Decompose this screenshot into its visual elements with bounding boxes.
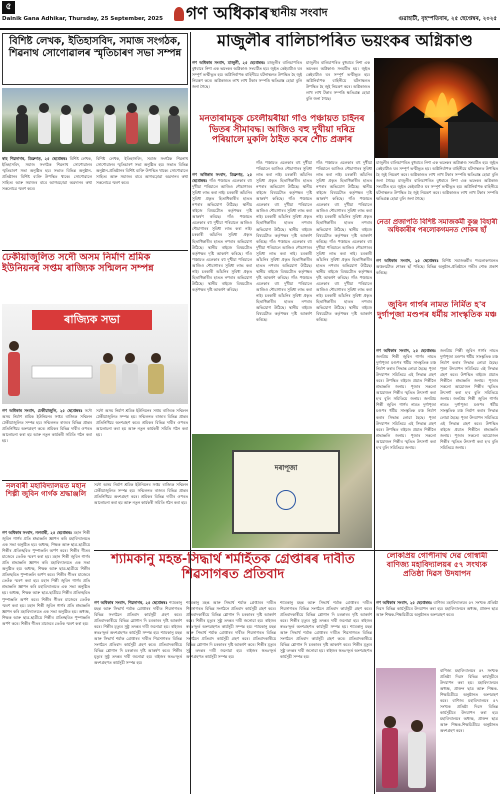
text-toilet-case-2d: গাঁও পঞ্চায়ত এলেকাৰ বহু দুখীয়া পৰিয়ালে আজিও শৌচাগাৰৰ সুবিধা লাভ কৰা নাই। চৰকাৰী আঁচনিৰ সুবিধা প্ৰকৃত হিতাধিকাৰীৰ হাতত নপৰাৰ অভিযোগ উঠিছে। স্থানীয় ৰাইজে বিষয়টোত কৰ্তৃপক্ষৰ দৃষ্টি আকৰ্ষণ কৰিছে। bbox=[256, 274, 312, 323]
text-protest-1: শ্যামকানু মহন্ত আৰু সিদ্ধাৰ্থ শৰ্মাক গ্ৰেপ্তাৰৰ দাবীত শিৱসাগৰত বিভিন্ন সংগঠনে প্ৰতিবাদ কাৰ্যসূচী গ্ৰহণ কৰে। প্ৰতিবাদকাৰীয়ে বিভিন্ন শ্লোগান দি চৰকাৰৰ দৃষ্টি আকৰ্ষণ কৰে। শিল্পীৰ মৃত্যুৰ সুষ্ঠু তদন্তৰ দাবী জনোৱা হয়। ৰাইজৰ স্বতঃস্ফূৰ্ত অংশগ্ৰহণত কাৰ্যসূচী সম্পন্ন হয়। bbox=[94, 600, 182, 636]
headline-doctor-death: নেতা প্ৰজাপতি বিশিষ্ট সমাজকৰ্মী কুঞ্জ বিহাৰী অধিকাৰীৰ পৰলোকগমনত শোকৰ ছাঁ bbox=[376, 218, 498, 235]
text-majuli-fire-cont: মাজুলীৰ বালিচাপৰিত বুধবাৰে নিশা এক ভয়ংকৰ অগ্নিকাণ্ড সংঘটিত হয়। জুইত কেইবাটাও ঘৰ সম্পূৰ্ণ ভস্মীভূত হয়। অগ্নিনিৰ্বাপক বাহিনীয়ে ঘটনাস্থলত উপস্থিত হৈ জুই নিয়ন্ত্ৰণ কৰে। অগ্নিকাণ্ডত লাখ লাখ টকাৰ সম্পত্তি ক্ষতিগ্ৰস্ত হোৱা বুলি জনা গৈছে। bbox=[306, 60, 370, 102]
text-zubeen-pandal-1: জনপ্ৰিয় শিল্পী জুবিন গাৰ্গৰ নামত দুৰ্গাপূজা মণ্ডপৰ ধৰ্মীয় সাংস্কৃতিক মঞ্চ নিৰ্মাণ কৰাৰ সিদ্ধান্ত লোৱা হৈছে। পূজা উদযাপন সমিতিয়ে এই সিদ্ধান্ত গ্ৰহণ কৰে। উপস্থিত ৰাইজে প্ৰয়াত শিল্পীলৈ শ্ৰদ্ধাঞ্জলি জনায়। পূজাৰ সকলো আয়োজন শিল্পীৰ স্মৃতিত উৎসৰ্গা কৰা হ'ব বুলি সমিতিয়ে জনায়। bbox=[376, 354, 436, 402]
headline-gopinath-college: লোকপ্ৰিয় গোপীনাথ দেৱ গোস্বামী বাণিজ্য মহাবিদ্যালয়ৰ ৫৭ সংখ্যক প্ৰতিষ্ঠা দিৱস উদযাপন bbox=[386, 552, 488, 578]
byline-tea-union: গণ অধিকাৰ সংবাদ, ঢেকীয়াজুলি, ২৫ ছেপ্তেম্বৰঃ bbox=[2, 408, 83, 413]
body-toilet-case-1 bbox=[192, 172, 252, 430]
byline-majuli-fire: গণ অধিকাৰ সংবাদ, মাজুলী, ২৫ ছেপ্তেম্বৰঃ bbox=[192, 60, 266, 65]
union-people-figures bbox=[2, 304, 188, 404]
text-fire-right-b: মাজুলীৰ বালিচাপৰিত বুধবাৰে নিশা এক ভয়ংকৰ অগ্নিকাণ্ড সংঘটিত হয়। জুইত কেইবাটাও ঘৰ সম্পূৰ্ণ ভস্মীভূত হয়। অগ্নিনিৰ্বাপক বাহিনীয়ে ঘটনাস্থলত উপস্থিত হৈ জুই নিয়ন্ত্ৰণ কৰে। অগ্নিকাণ্ডত লাখ লাখ টকাৰ সম্পত্তি ক্ষতিগ্ৰস্ত হোৱা বুলি জনা গৈছে। bbox=[376, 178, 498, 202]
body-tribute-small bbox=[2, 530, 90, 792]
headline-majuli-fire: মাজুলীৰ বালিচাপৰিত ভয়ংকৰ অগ্নিকাণ্ড bbox=[217, 32, 473, 50]
text-gopinath-2b: বাণিজ্য মহাবিদ্যালয়ৰ ৫৭ সংখ্যক প্ৰতিষ্ঠা দিৱস বিভিন্ন কাৰ্যসূচীৰে উদযাপন কৰা হয়। মহাবিদ্যালয়ৰ অধ্যক্ষ, প্ৰাক্তন ছাত্ৰ আৰু শিক্ষক-শিক্ষয়িত্ৰীয়ে অনুষ্ঠানত অংশগ্ৰহণ কৰে। bbox=[440, 698, 498, 734]
text-protest-2b: শ্যামকানু মহন্ত আৰু সিদ্ধাৰ্থ শৰ্মাক গ্ৰেপ্তাৰৰ দাবীত শিৱসাগৰত বিভিন্ন সংগঠনে প্ৰতিবাদ কাৰ্যসূচী গ্ৰহণ কৰে। প্ৰতিবাদকাৰীয়ে বিভিন্ন শ্লোগান দি চৰকাৰৰ দৃষ্টি আকৰ্ষণ কৰে। শিল্পীৰ মৃত্যুৰ সুষ্ঠু তদন্তৰ দাবী জনোৱা হয়। ৰাইজৰ স্বতঃস্ফূৰ্ত অংশগ্ৰহণত কাৰ্যসূচী সম্পন্ন হয়। bbox=[186, 624, 276, 660]
text-protest-3b: শ্যামকানু মহন্ত আৰু সিদ্ধাৰ্থ শৰ্মাক গ্ৰেপ্তাৰৰ দাবীত শিৱসাগৰত বিভিন্ন সংগঠনে প্ৰতিবাদ কাৰ্যসূচী গ্ৰহণ কৰে। প্ৰতিবাদকাৰীয়ে বিভিন্ন শ্লোগান দি চৰকাৰৰ দৃষ্টি আকৰ্ষণ কৰে। শিল্পীৰ মৃত্যুৰ সুষ্ঠু তদন্তৰ দাবী জনোৱা হয়। ৰাইজৰ স্বতঃস্ফূৰ্ত অংশগ্ৰহণত কাৰ্যসূচী সম্পন্ন হয়। bbox=[280, 624, 372, 660]
body-toilet-case-3 bbox=[316, 160, 372, 430]
headline-tribute-small: নলবাৰী মহাবিদ্যালয়ত মহান শিল্পী জুবিন গাৰ্গক শ্ৰদ্ধাঞ্জলি bbox=[5, 482, 87, 499]
college-event-figures bbox=[376, 668, 436, 792]
photo-memorial-meeting bbox=[2, 88, 188, 152]
headline-protest-arrest: শ্যামকানু মহন্ত-সিদ্ধাৰ্থ শৰ্মাহঁতক গ্ৰেপ্তাৰৰ দাবীত শিৱসাগৰত প্ৰতিবাদ bbox=[111, 552, 355, 583]
text-tribute-small-b: মহান শিল্পী জুবিন গাৰ্গৰ প্ৰতি শ্ৰদ্ধাঞ্জলি জ্ঞাপন কৰি মহাবিদ্যালয়ত এক সভা অনুষ্ঠিত হয়। অধ্যক্ষ, শিক্ষক আৰু ছাত্ৰ-ছাত্ৰীয়ে শিল্পীৰ প্ৰতিচ্ছবিত পুষ্পাঞ্জলি অৰ্পণ কৰে। শিল্পীৰ গীতৰ মাজেৰে তেওঁক স্মৰণ কৰা হয়। bbox=[2, 554, 90, 584]
text-gopinath-2: বাণিজ্য মহাবিদ্যালয়ৰ ৫৭ সংখ্যক প্ৰতিষ্ঠা দিৱস বিভিন্ন কাৰ্যসূচীৰে উদযাপন কৰা হয়। মহাবিদ্যালয়ৰ অধ্যক্ষ, প্ৰাক্তন ছাত্ৰ আৰু শিক্ষক-শিক্ষয়িত্ৰীয়ে অনুষ্ঠানত অংশগ্ৰহণ কৰে। bbox=[440, 668, 498, 704]
plaque-seal-icon bbox=[276, 490, 296, 510]
body-gopinath-2 bbox=[440, 668, 498, 792]
body-fire-right bbox=[376, 160, 498, 216]
column-rule-2 bbox=[374, 112, 375, 794]
byline-toilet-case: গণ অধিকাৰ সংবাদ, ডিব্ৰুগড়, ২৫ ছেপ্তেম্বৰঃ bbox=[192, 172, 252, 184]
body-tea-union-2 bbox=[96, 408, 188, 478]
plaque-board bbox=[232, 450, 340, 534]
text-tea-union-1: সদৌ অসম নিৰ্মাণ শ্ৰমিক ইউনিয়নৰ সপ্তম ৰাজ্যিক সন্মিলন ঢেকীয়াজুলিত সম্পন্ন হয়। সন্মিলনত ৰাজ্যৰ বিভিন্ন প্ৰান্তৰ প্ৰতিনিধিয়ে অংশগ্ৰহণ কৰে। শ্ৰমিকৰ বিভিন্ন দাবীৰ ওপৰত আলোচনা কৰা হয় আৰু নতুন কাৰ্যকৰী সমিতি গঠন কৰা হয়। bbox=[2, 408, 92, 444]
text-tribute-small-c: মহান শিল্পী জুবিন গাৰ্গৰ প্ৰতি শ্ৰদ্ধাঞ্জলি জ্ঞাপন কৰি মহাবিদ্যালয়ত এক সভা অনুষ্ঠিত হয়। অধ্যক্ষ, শিক্ষক আৰু ছাত্ৰ-ছাত্ৰীয়ে শিল্পীৰ প্ৰতিচ্ছবিত পুষ্পাঞ্জলি অৰ্পণ কৰে। শিল্পীৰ গীতৰ মাজেৰে তেওঁক স্মৰণ কৰা হয়। bbox=[2, 578, 90, 608]
text-toilet-case-3: গাঁও পঞ্চায়ত এলেকাৰ বহু দুখীয়া পৰিয়ালে আজিও শৌচাগাৰৰ সুবিধা লাভ কৰা নাই। চৰকাৰী আঁচনিৰ সুবিধা প্ৰকৃত হিতাধিকাৰীৰ হাতত নপৰাৰ অভিযোগ উঠিছে। স্থানীয় ৰাইজে বিষয়টোত কৰ্তৃপক্ষৰ দৃষ্টি আকৰ্ষণ কৰিছে। bbox=[316, 160, 372, 202]
photo-fire bbox=[374, 58, 498, 158]
page-header bbox=[0, 0, 500, 30]
text-writer-memorial-cont: বিশিষ্ট লেখক, ইতিহাসবিদ, সমাজ সংগঠক শিৱনাথ সোণোৱালৰ স্মৃতিচাৰণ সভা অনুষ্ঠিত হয়। সভাত বিভিন্ন অনুষ্ঠান-প্ৰতিষ্ঠানৰ বিশিষ্ট ব্যক্তি উপস্থিত থাকে। সোণোৱালে সাহিত্য আৰু সমাজৰ বাবে আগবঢ়োৱা অৱদানৰ কথা সকলোৱে স্মৰণ কৰে। bbox=[96, 156, 188, 186]
byline-doctor-death: গণ অধিকাৰ সংবাদ, ২৫ ছেপ্তেম্বৰঃ bbox=[376, 258, 439, 263]
photo-college-event bbox=[376, 668, 436, 792]
headline-writer-memorial: বিশিষ্ট লেখক, ইতিহাসবিদ, সমাজ সংগঠক, শিৱনাথ সোণোৱালৰ স্মৃতিচাৰণ সভা সম্পন্ন bbox=[2, 33, 188, 85]
body-gopinath-1 bbox=[376, 600, 498, 664]
headline-toilet-case: মনতাৰামচুক চেংলীয়ৰীয়া গাঁও পঞ্চায়ত চাইনৰ ভিতৰ সীমাবদ্ধ। আজিও বহু দুখীয়া দৰিদ্ৰ পৰিয়ালে মুকলি ঠাইত কৰে শৌচ প্ৰক্ৰাৰ bbox=[199, 114, 365, 146]
masthead-title: গণ অধিকাৰ bbox=[186, 4, 269, 24]
text-fire-right: মাজুলীৰ বালিচাপৰিত বুধবাৰে নিশা এক ভয়ংকৰ অগ্নিকাণ্ড সংঘটিত হয়। জুইত কেইবাটাও ঘৰ সম্পূৰ্ণ ভস্মীভূত হয়। অগ্নিনিৰ্বাপক বাহিনীয়ে ঘটনাস্থলত উপস্থিত হৈ জুই নিয়ন্ত্ৰণ কৰে। অগ্নিকাণ্ডত লাখ লাখ টকাৰ সম্পত্তি ক্ষতিগ্ৰস্ত হোৱা বুলি জনা গৈছে। bbox=[376, 160, 498, 184]
text-protest-1b: শ্যামকানু মহন্ত আৰু সিদ্ধাৰ্থ শৰ্মাক গ্ৰেপ্তাৰৰ দাবীত শিৱসাগৰত বিভিন্ন সংগঠনে প্ৰতিবাদ কাৰ্যসূচী গ্ৰহণ কৰে। প্ৰতিবাদকাৰীয়ে বিভিন্ন শ্লোগান দি চৰকাৰৰ দৃষ্টি আকৰ্ষণ কৰে। শিল্পীৰ মৃত্যুৰ সুষ্ঠু তদন্তৰ দাবী জনোৱা হয়। ৰাইজৰ স্বতঃস্ফূৰ্ত অংশগ্ৰহণত কাৰ্যসূচী সম্পন্ন হয়। bbox=[94, 630, 182, 666]
masthead bbox=[172, 1, 269, 29]
text-tribute-small: মহান শিল্পী জুবিন গাৰ্গৰ প্ৰতি শ্ৰদ্ধাঞ্জলি জ্ঞাপন কৰি মহাবিদ্যালয়ত এক সভা অনুষ্ঠিত হয়। অধ্যক্ষ, শিক্ষক আৰু ছাত্ৰ-ছাত্ৰীয়ে শিল্পীৰ প্ৰতিচ্ছবিত পুষ্পাঞ্জলি অৰ্পণ কৰে। শিল্পীৰ গীতৰ মাজেৰে তেওঁক স্মৰণ কৰা হয়। bbox=[2, 530, 90, 560]
body-writer-memorial-cont bbox=[96, 156, 188, 248]
section-rule-low bbox=[2, 480, 188, 481]
text-toilet-case-2b: গাঁও পঞ্চায়ত এলেকাৰ বহু দুখীয়া পৰিয়ালে আজিও শৌচাগাৰৰ সুবিধা লাভ কৰা নাই। চৰকাৰী আঁচনিৰ সুবিধা প্ৰকৃত হিতাধিকাৰীৰ হাতত নপৰাৰ অভিযোগ উঠিছে। স্থানীয় ৰাইজে বিষয়টোত কৰ্তৃপক্ষৰ দৃষ্টি আকৰ্ষণ কৰিছে। bbox=[256, 196, 312, 244]
column-rule-1 bbox=[190, 32, 191, 794]
byline-zubeen-pandal: গণ অধিকাৰ সংবাদ, ২৫ ছেপ্তেম্বৰঃ bbox=[376, 348, 436, 353]
photo-union-conference bbox=[2, 304, 188, 404]
plaque-title: দৰাপূজা bbox=[274, 464, 298, 472]
byline-protest-arrest: গণ অধিকাৰ সংবাদ, শিৱসাগৰ, ২৫ ছেপ্তেম্বৰঃ bbox=[94, 600, 168, 605]
text-toilet-case-3d: গাঁও পঞ্চায়ত এলেকাৰ বহু দুখীয়া পৰিয়ালে আজিও শৌচাগাৰৰ সুবিধা লাভ কৰা নাই। চৰকাৰী আঁচনিৰ সুবিধা প্ৰকৃত হিতাধিকাৰীৰ হাতত নপৰাৰ অভিযোগ উঠিছে। স্থানীয় ৰাইজে বিষয়টোত কৰ্তৃপক্ষৰ দৃষ্টি আকৰ্ষণ কৰিছে। bbox=[316, 274, 372, 323]
text-zubeen-pandal-2: জনপ্ৰিয় শিল্পী জুবিন গাৰ্গৰ নামত দুৰ্গাপূজা মণ্ডপৰ ধৰ্মীয় সাংস্কৃতিক মঞ্চ নিৰ্মাণ কৰাৰ সিদ্ধান্ত লোৱা হৈছে। পূজা উদযাপন সমিতিয়ে এই সিদ্ধান্ত গ্ৰহণ কৰে। উপস্থিত ৰাইজে প্ৰয়াত শিল্পীলৈ শ্ৰদ্ধাঞ্জলি জনায়। পূজাৰ সকলো আয়োজন শিল্পীৰ স্মৃতিত উৎসৰ্গা কৰা হ'ব বুলি সমিতিয়ে জনায়। bbox=[440, 348, 498, 402]
text-toilet-case-1c: গাঁও পঞ্চায়ত এলেকাৰ বহু দুখীয়া পৰিয়ালে আজিও শৌচাগাৰৰ সুবিধা লাভ কৰা নাই। চৰকাৰী আঁচনিৰ সুবিধা প্ৰকৃত হিতাধিকাৰীৰ হাতত নপৰাৰ অভিযোগ উঠিছে। স্থানীয় ৰাইজে বিষয়টোত কৰ্তৃপক্ষৰ দৃষ্টি আকৰ্ষণ কৰিছে। bbox=[192, 250, 252, 292]
body-doctor-death bbox=[376, 258, 498, 298]
body-tribute-mid bbox=[94, 482, 188, 528]
section-rule-protest bbox=[94, 550, 498, 551]
banner-union: ৰাজ্যিক সভা bbox=[32, 310, 152, 330]
text-majuli-fire: মাজুলীৰ বালিচাপৰিত বুধবাৰে নিশা এক ভয়ংকৰ অগ্নিকাণ্ড সংঘটিত হয়। জুইত কেইবাটাও ঘৰ সম্পূৰ্ণ ভস্মীভূত হয়। অগ্নিনিৰ্বাপক বাহিনীয়ে ঘটনাস্থলত উপস্থিত হৈ জুই নিয়ন্ত্ৰণ কৰে। অগ্নিকাণ্ডত লাখ লাখ টকাৰ সম্পত্তি ক্ষতিগ্ৰস্ত হোৱা বুলি জনা গৈছে। bbox=[192, 60, 302, 90]
byline-tribute-small: গণ অধিকাৰ সংবাদ, নলবাৰী, ২৫ ছেপ্তেম্বৰঃ bbox=[2, 530, 73, 535]
body-majuli-fire-cont bbox=[306, 60, 370, 112]
fire-house-silhouette bbox=[374, 58, 498, 158]
body-zubeen-pandal-2 bbox=[440, 348, 498, 548]
text-toilet-case-1: গাঁও পঞ্চায়ত এলেকাৰ বহু দুখীয়া পৰিয়ালে আজিও শৌচাগাৰৰ সুবিধা লাভ কৰা নাই। চৰকাৰী আঁচনিৰ সুবিধা প্ৰকৃত হিতাধিকাৰীৰ হাতত নপৰাৰ অভিযোগ উঠিছে। স্থানীয় ৰাইজে বিষয়টোত কৰ্তৃপক্ষৰ দৃষ্টি আকৰ্ষণ কৰিছে। bbox=[192, 178, 252, 220]
text-zubeen-pandal-2b: জনপ্ৰিয় শিল্পী জুবিন গাৰ্গৰ নামত দুৰ্গাপূজা মণ্ডপৰ ধৰ্মীয় সাংস্কৃতিক মঞ্চ নিৰ্মাণ কৰাৰ সিদ্ধান্ত লোৱা হৈছে। পূজা উদযাপন সমিতিয়ে এই সিদ্ধান্ত গ্ৰহণ কৰে। উপস্থিত ৰাইজে প্ৰয়াত শিল্পীলৈ শ্ৰদ্ধাঞ্জলি জনায়। পূজাৰ সকলো আয়োজন শিল্পীৰ স্মৃতিত উৎসৰ্গা কৰা হ'ব বুলি সমিতিয়ে জনায়। bbox=[440, 396, 498, 450]
text-protest-3: শ্যামকানু মহন্ত আৰু সিদ্ধাৰ্থ শৰ্মাক গ্ৰেপ্তাৰৰ দাবীত শিৱসাগৰত বিভিন্ন সংগঠনে প্ৰতিবাদ কাৰ্যসূচী গ্ৰহণ কৰে। প্ৰতিবাদকাৰীয়ে বিভিন্ন শ্লোগান দি চৰকাৰৰ দৃষ্টি আকৰ্ষণ কৰে। শিল্পীৰ মৃত্যুৰ সুষ্ঠু তদন্তৰ দাবী জনোৱা হয়। ৰাইজৰ স্বতঃস্ফূৰ্ত অংশগ্ৰহণত কাৰ্যসূচী সম্পন্ন হয়। bbox=[280, 600, 372, 630]
photo-plaque bbox=[192, 434, 372, 548]
text-toilet-case-2c: গাঁও পঞ্চায়ত এলেকাৰ বহু দুখীয়া পৰিয়ালে আজিও শৌচাগাৰৰ সুবিধা লাভ কৰা নাই। চৰকাৰী আঁচনিৰ সুবিধা প্ৰকৃত হিতাধিকাৰীৰ হাতত নপৰাৰ অভিযোগ উঠিছে। স্থানীয় ৰাইজে বিষয়টোত কৰ্তৃপক্ষৰ দৃষ্টি আকৰ্ষণ কৰিছে। bbox=[256, 238, 312, 280]
masthead-logo-icon bbox=[174, 7, 184, 21]
paper-dateline: Dainik Gana Adhikar, Thursday, 25 September, 2025 bbox=[2, 16, 163, 22]
body-writer-memorial bbox=[2, 156, 92, 248]
text-zubeen-pandal-1b: জনপ্ৰিয় শিল্পী জুবিন গাৰ্গৰ নামত দুৰ্গাপূজা মণ্ডপৰ ধৰ্মীয় সাংস্কৃতিক মঞ্চ নিৰ্মাণ কৰাৰ সিদ্ধান্ত লোৱা হৈছে। পূজা উদযাপন সমিতিয়ে এই সিদ্ধান্ত গ্ৰহণ কৰে। উপস্থিত ৰাইজে প্ৰয়াত শিল্পীলৈ শ্ৰদ্ধাঞ্জলি জনায়। পূজাৰ সকলো আয়োজন শিল্পীৰ স্মৃতিত উৎসৰ্গা কৰা হ'ব বুলি সমিতিয়ে জনায়। bbox=[376, 396, 436, 450]
text-writer-memorial: বিশিষ্ট লেখক, ইতিহাসবিদ, সমাজ সংগঠক শিৱনাথ সোণোৱালৰ স্মৃতিচাৰণ সভা অনুষ্ঠিত হয়। সভাত বিভিন্ন অনুষ্ঠান-প্ৰতিষ্ঠানৰ বিশিষ্ট ব্যক্তি উপস্থিত থাকে। সোণোৱালে সাহিত্য আৰু সমাজৰ বাবে আগবঢ়োৱা অৱদানৰ কথা সকলোৱে স্মৰণ কৰে। bbox=[2, 156, 92, 192]
body-tea-union-1 bbox=[2, 408, 92, 478]
text-tribute-small-d: মহান শিল্পী জুবিন গাৰ্গৰ প্ৰতি শ্ৰদ্ধাঞ্জলি জ্ঞাপন কৰি মহাবিদ্যালয়ত এক সভা অনুষ্ঠিত হয়। অধ্যক্ষ, শিক্ষক আৰু ছাত্ৰ-ছাত্ৰীয়ে শিল্পীৰ প্ৰতিচ্ছবিত পুষ্পাঞ্জলি অৰ্পণ কৰে। শিল্পীৰ গীতৰ মাজেৰে তেওঁক স্মৰণ কৰা হয়। bbox=[2, 602, 90, 626]
byline-writer-memorial: স্বাহ শিৱসাগৰ, ডিব্ৰুগড়, ২৫ ছেপ্তেম্বৰঃ bbox=[2, 156, 68, 161]
section-title: স্থানীয় সংবাদ bbox=[270, 6, 328, 19]
body-majuli-fire bbox=[192, 60, 302, 112]
text-tribute-mid: সদৌ অসম নিৰ্মাণ শ্ৰমিক ইউনিয়নৰ সপ্তম ৰাজ্যিক সন্মিলন ঢেকীয়াজুলিত সম্পন্ন হয়। সন্মিলনত ৰাজ্যৰ বিভিন্ন প্ৰান্তৰ প্ৰতিনিধিয়ে অংশগ্ৰহণ কৰে। শ্ৰমিকৰ বিভিন্ন দাবীৰ ওপৰত আলোচনা কৰা হয় আৰু নতুন কাৰ্যকৰী সমিতি গঠন কৰা হয়। bbox=[94, 482, 188, 506]
body-protest-3 bbox=[280, 600, 372, 792]
date-line: গুৱাহাটী, বৃহস্পতিবাৰ, ২৫ ছেপ্তেম্বৰ, ২০২৫ bbox=[398, 16, 497, 22]
text-toilet-case-3b: গাঁও পঞ্চায়ত এলেকাৰ বহু দুখীয়া পৰিয়ালে আজিও শৌচাগাৰৰ সুবিধা লাভ কৰা নাই। চৰকাৰী আঁচনিৰ সুবিধা প্ৰকৃত হিতাধিকাৰীৰ হাতত নপৰাৰ অভিযোগ উঠিছে। স্থানীয় ৰাইজে বিষয়টোত কৰ্তৃপক্ষৰ দৃষ্টি আকৰ্ষণ কৰিছে। bbox=[316, 196, 372, 244]
text-toilet-case-3c: গাঁও পঞ্চায়ত এলেকাৰ বহু দুখীয়া পৰিয়ালে আজিও শৌচাগাৰৰ সুবিধা লাভ কৰা নাই। চৰকাৰী আঁচনিৰ সুবিধা প্ৰকৃত হিতাধিকাৰীৰ হাতত নপৰাৰ অভিযোগ উঠিছে। স্থানীয় ৰাইজে বিষয়টোত কৰ্তৃপক্ষৰ দৃষ্টি আকৰ্ষণ কৰিছে। bbox=[316, 238, 372, 280]
text-doctor-death: বিশিষ্ট সমাজকৰ্মীৰ পৰলোকগমনত অঞ্চলটোত শোকৰ ছাঁ পৰিছে। বিভিন্ন অনুষ্ঠান-প্ৰতিষ্ঠানে গভীৰ শোক প্ৰকাশ কৰিছে। bbox=[376, 258, 498, 276]
body-toilet-case-2 bbox=[256, 160, 312, 430]
byline-gopinath-college: গণ অধিকাৰ সংবাদ, ২৫ ছেপ্তেম্বৰঃ bbox=[376, 600, 432, 605]
headline-tea-union: ঢেকীয়াজুলিত সদৌ অসম নিৰ্মাণ শ্ৰমিক ইউনিয়নৰ সপ্তম ৰাজ্যিক সন্মিলন সম্পন্ন bbox=[2, 252, 154, 275]
memorial-people-figures bbox=[2, 88, 188, 152]
body-protest-2 bbox=[186, 600, 276, 792]
section-rule-mid bbox=[2, 250, 188, 251]
text-toilet-case-1b: গাঁও পঞ্চায়ত এলেকাৰ বহু দুখীয়া পৰিয়ালে আজিও শৌচাগাৰৰ সুবিধা লাভ কৰা নাই। চৰকাৰী আঁচনিৰ সুবিধা প্ৰকৃত হিতাধিকাৰীৰ হাতত নপৰাৰ অভিযোগ উঠিছে। স্থানীয় ৰাইজে বিষয়টোত কৰ্তৃপক্ষৰ দৃষ্টি আকৰ্ষণ কৰিছে। bbox=[192, 214, 252, 256]
text-gopinath-1: বাণিজ্য মহাবিদ্যালয়ৰ ৫৭ সংখ্যক প্ৰতিষ্ঠা দিৱস বিভিন্ন কাৰ্যসূচীৰে উদযাপন কৰা হয়। মহাবিদ্যালয়ৰ অধ্যক্ষ, প্ৰাক্তন ছাত্ৰ আৰু শিক্ষক-শিক্ষয়িত্ৰীয়ে অনুষ্ঠানত অংশগ্ৰহণ কৰে। bbox=[376, 600, 498, 618]
headline-zubeen-pandal: জুবিন গাৰ্গৰ নামত নিৰ্মিত হ'ব দুৰ্গাপূজা মণ্ডপৰ ধৰ্মীয় সাংস্কৃতিক মঞ্চ bbox=[377, 300, 497, 319]
body-zubeen-pandal-1 bbox=[376, 348, 436, 548]
text-tea-union-2: সদৌ অসম নিৰ্মাণ শ্ৰমিক ইউনিয়নৰ সপ্তম ৰাজ্যিক সন্মিলন ঢেকীয়াজুলিত সম্পন্ন হয়। সন্মিলনত ৰাজ্যৰ বিভিন্ন প্ৰান্তৰ প্ৰতিনিধিয়ে অংশগ্ৰহণ কৰে। শ্ৰমিকৰ বিভিন্ন দাবীৰ ওপৰত আলোচনা কৰা হয় আৰু নতুন কাৰ্যকৰী সমিতি গঠন কৰা হয়। bbox=[96, 408, 188, 438]
page-number: ৫ bbox=[2, 1, 15, 14]
body-protest-1 bbox=[94, 600, 182, 792]
text-toilet-case-2: গাঁও পঞ্চায়ত এলেকাৰ বহু দুখীয়া পৰিয়ালে আজিও শৌচাগাৰৰ সুবিধা লাভ কৰা নাই। চৰকাৰী আঁচনিৰ সুবিধা প্ৰকৃত হিতাধিকাৰীৰ হাতত নপৰাৰ অভিযোগ উঠিছে। স্থানীয় ৰাইজে বিষয়টোত কৰ্তৃপক্ষৰ দৃষ্টি আকৰ্ষণ কৰিছে। bbox=[256, 160, 312, 202]
text-protest-2: শ্যামকানু মহন্ত আৰু সিদ্ধাৰ্থ শৰ্মাক গ্ৰেপ্তাৰৰ দাবীত শিৱসাগৰত বিভিন্ন সংগঠনে প্ৰতিবাদ কাৰ্যসূচী গ্ৰহণ কৰে। প্ৰতিবাদকাৰীয়ে বিভিন্ন শ্লোগান দি চৰকাৰৰ দৃষ্টি আকৰ্ষণ কৰে। শিল্পীৰ মৃত্যুৰ সুষ্ঠু তদন্তৰ দাবী জনোৱা হয়। ৰাইজৰ স্বতঃস্ফূৰ্ত অংশগ্ৰহণত কাৰ্যসূচী সম্পন্ন হয়। bbox=[186, 600, 276, 630]
